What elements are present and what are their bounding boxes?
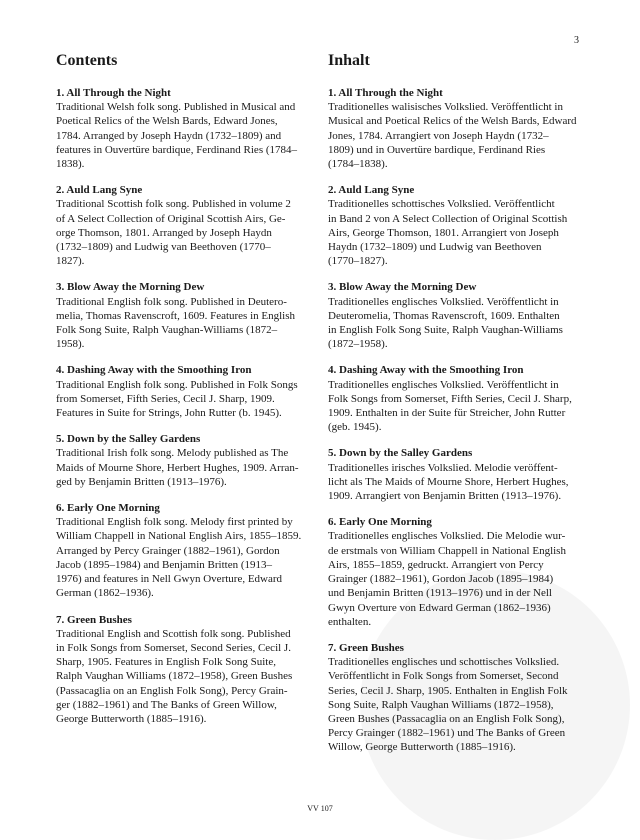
entry-line: Deuteromelia, Thomas Ravenscroft, 1609. Enthalten (328, 309, 560, 322)
inhalt-list (328, 86, 588, 755)
entry-line: (geb. 1945). (328, 421, 382, 434)
entry-title: 4. Dashing Away with the Smoothing Iron (56, 364, 252, 377)
contents-entry (328, 446, 588, 503)
contents-column-english (56, 52, 316, 738)
entry-line: Folk Song Suite, Ralph Vaughan-Williams (1872– (56, 324, 278, 337)
entry-line: melia, Thomas Ravenscroft, 1609. Features in English (56, 309, 296, 322)
entry-description (328, 655, 588, 754)
entry-title: 7. Green Bushes (56, 613, 132, 626)
entry-line: Musical and Poetical Relics of the Welsh Bards, Edward (328, 115, 577, 128)
entry-line: Traditional Irish folk song. Melody published as The (56, 447, 289, 460)
entry-line: Airs, 1855–1859, gedruckt. Arrangiert von Percy (328, 558, 544, 571)
entry-title: 5. Down by the Salley Gardens (328, 447, 473, 460)
footer-code: VV 107 (307, 804, 333, 813)
entry-description (56, 515, 316, 600)
entry-line: ger (1882–1961) and The Banks of Green Willow, (56, 698, 277, 711)
entry-line: Poetical Relics of the Welsh Bards, Edward Jones, (56, 115, 278, 128)
entry-title: 7. Green Bushes (328, 641, 404, 654)
entry-line: (1872–1958). (328, 338, 388, 351)
entry-line: features in Ouvertüre bardique, Ferdinand Ries (1784– (56, 143, 298, 156)
entry-line: Folk Songs from Somerset, Fifth Series, Cecil J. Sharp, (328, 392, 572, 405)
entry-line: Arranged by Percy Grainger (1882–1961), Gordon (56, 544, 280, 557)
entry-description (328, 197, 588, 268)
entry-line: Haydn (1732–1809) und Ludwig van Beethoven (328, 241, 542, 254)
entry-title: 1. All Through the Night (328, 87, 443, 99)
entry-title: 6. Early One Morning (328, 516, 432, 529)
entry-line: Veröffentlicht in Folk Songs from Somerset, Second (328, 670, 559, 683)
entry-line: (1732–1809) and Ludwig van Beethoven (1770– (56, 241, 271, 254)
entry-line: Traditionelles englisches Volkslied. Die Melodie wur- (328, 530, 566, 543)
entry-line: Traditionelles schottisches Volkslied. Veröffentlicht (328, 198, 555, 211)
entry-title: 2. Auld Lang Syne (328, 184, 415, 197)
entry-line: licht als The Maids of Mourne Shore, Herbert Hughes, (328, 475, 569, 488)
entry-line: Traditionelles englisches und schottisches Volkslied. (328, 656, 560, 669)
contents-entry (328, 280, 588, 351)
entry-line: Jones, 1784. Arrangiert von Joseph Haydn (1732– (328, 129, 549, 142)
entry-line: Jacob (1895–1984) and Benjamin Britten (1913– (56, 558, 272, 571)
entry-title: 5. Down by the Salley Gardens (56, 433, 201, 446)
entry-line: Traditional English folk song. Melody first printed by (56, 516, 293, 529)
entry-line: 1838). (56, 158, 85, 171)
entry-line: in English Folk Song Suite, Ralph Vaughan-Williams (328, 324, 563, 337)
contents-entry (328, 363, 588, 434)
entry-line: Series, Cecil J. Sharp, 1905. Enthalten in English Folk (328, 684, 568, 697)
entry-description (56, 197, 316, 268)
entry-line: of A Select Collection of Original Scottish Airs, Ge- (56, 212, 286, 225)
entry-line: Traditional English and Scottish folk song. Published (56, 627, 291, 640)
entry-line: George Butterworth (1885–1916). (56, 712, 207, 725)
contents-entry (56, 501, 316, 600)
contents-entry (328, 86, 588, 171)
contents-title: Contents (56, 52, 118, 69)
entry-description (56, 446, 316, 489)
contents-entry (56, 86, 316, 171)
entry-description (328, 378, 588, 435)
entry-line: Traditional English folk song. Published in Folk Songs (56, 378, 298, 391)
entry-line: 1909. Arrangiert von Benjamin Britten (1913–1976). (328, 490, 562, 503)
contents-entry (56, 432, 316, 489)
entry-description (328, 100, 588, 171)
entry-line: Traditionelles englisches Volkslied. Veröffentlicht in (328, 295, 559, 308)
contents-list (56, 86, 316, 726)
contents-entry (56, 183, 316, 268)
entry-description (56, 295, 316, 352)
entry-line: 1958). (56, 338, 85, 351)
entry-line: Features in Suite for Strings, John Rutter (b. 1945). (56, 407, 282, 420)
entry-line: de erstmals von William Chappell in National English (328, 544, 566, 557)
entry-line: 1784. Arranged by Joseph Haydn (1732–1809) and (56, 129, 282, 142)
inhalt-title: Inhalt (328, 52, 370, 69)
entry-line: enthalten. (328, 615, 372, 628)
entry-line: Traditionelles walisisches Volkslied. Veröffentlicht in (328, 101, 563, 114)
entry-line: Maids of Mourne Shore, Herbert Hughes, 1909. Arran- (56, 461, 299, 474)
entry-line: Gwyn Overture von Edward German (1862–1936) (328, 601, 551, 614)
entry-line: Ralph Vaughan Williams (1872–1958), Green Bushes (56, 670, 293, 683)
entry-line: Traditionelles englisches Volkslied. Veröffentlicht in (328, 378, 559, 391)
entry-title: 3. Blow Away the Morning Dew (328, 281, 477, 294)
entry-description (328, 461, 588, 504)
entry-line: German (1862–1936). (56, 587, 154, 600)
entry-line: und Benjamin Britten (1913–1976) und in der Nell (328, 587, 552, 600)
contents-entry (328, 641, 588, 755)
entry-line: (Passacaglia on an English Folk Song), Percy Grain- (56, 684, 288, 697)
entry-line: in Folk Songs from Somerset, Second Series, Cecil J. (56, 641, 291, 654)
entry-line: Willow, George Butterworth (1885–1916). (328, 741, 516, 754)
entry-line: Percy Grainger (1882–1961) und The Banks of Green (328, 727, 566, 740)
entry-description (56, 627, 316, 726)
entry-line: from Somerset, Fifth Series, Cecil J. Sharp, 1909. (56, 392, 275, 405)
entry-line: Sharp, 1905. Features in English Folk Song Suite, (56, 656, 276, 669)
contents-entry (56, 613, 316, 727)
page-number: 3 (574, 35, 579, 46)
entry-description (56, 378, 316, 421)
entry-description (328, 295, 588, 352)
entry-title: 3. Blow Away the Morning Dew (56, 281, 205, 294)
contents-entry (328, 515, 588, 629)
entry-title: 2. Auld Lang Syne (56, 184, 143, 197)
entry-line: Song Suite, Ralph Vaughan Williams (1872–1958), (328, 698, 554, 711)
entry-line: 1827). (56, 255, 85, 268)
entry-line: (1770–1827). (328, 255, 388, 268)
entry-title: 6. Early One Morning (56, 502, 160, 515)
entry-line: Traditional English folk song. Published in Deutero- (56, 295, 287, 308)
entry-line: in Band 2 von A Select Collection of Original Scottish (328, 212, 568, 225)
contents-entry (328, 183, 588, 268)
entry-line: ged by Benjamin Britten (1913–1976). (56, 475, 227, 488)
entry-line: 1909. Enthalten in der Suite für Streicher, John Rutter (328, 407, 566, 420)
entry-line: Traditional Scottish folk song. Published in volume 2 (56, 198, 291, 211)
entry-line: orge Thomson, 1801. Arranged by Joseph Haydn (56, 226, 272, 239)
entry-line: Green Bushes (Passacaglia on an English Folk Song), (328, 712, 565, 725)
contents-entry (56, 280, 316, 351)
entry-line: Airs, George Thomson, 1801. Arrangiert von Joseph (328, 226, 559, 239)
entry-title: 4. Dashing Away with the Smoothing Iron (328, 364, 524, 377)
entry-line: 1809) und in Ouvertüre bardique, Ferdinand Ries (328, 143, 546, 156)
entry-line: Traditionelles irisches Volkslied. Melodie veröffent- (328, 461, 558, 474)
entry-description (56, 100, 316, 171)
entry-line: Grainger (1882–1961), Gordon Jacob (1895–1984) (328, 573, 554, 586)
entry-line: (1784–1838). (328, 158, 388, 171)
entry-description (328, 529, 588, 628)
entry-title: 1. All Through the Night (56, 87, 171, 99)
contents-entry (56, 363, 316, 420)
entry-line: William Chappell in National English Airs, 1855–1859. (56, 530, 302, 543)
entry-line: 1976) and features in Nell Gwyn Overture, Edward (56, 573, 283, 586)
contents-column-german (328, 52, 588, 767)
entry-line: Traditional Welsh folk song. Published in Musical and (56, 101, 296, 114)
